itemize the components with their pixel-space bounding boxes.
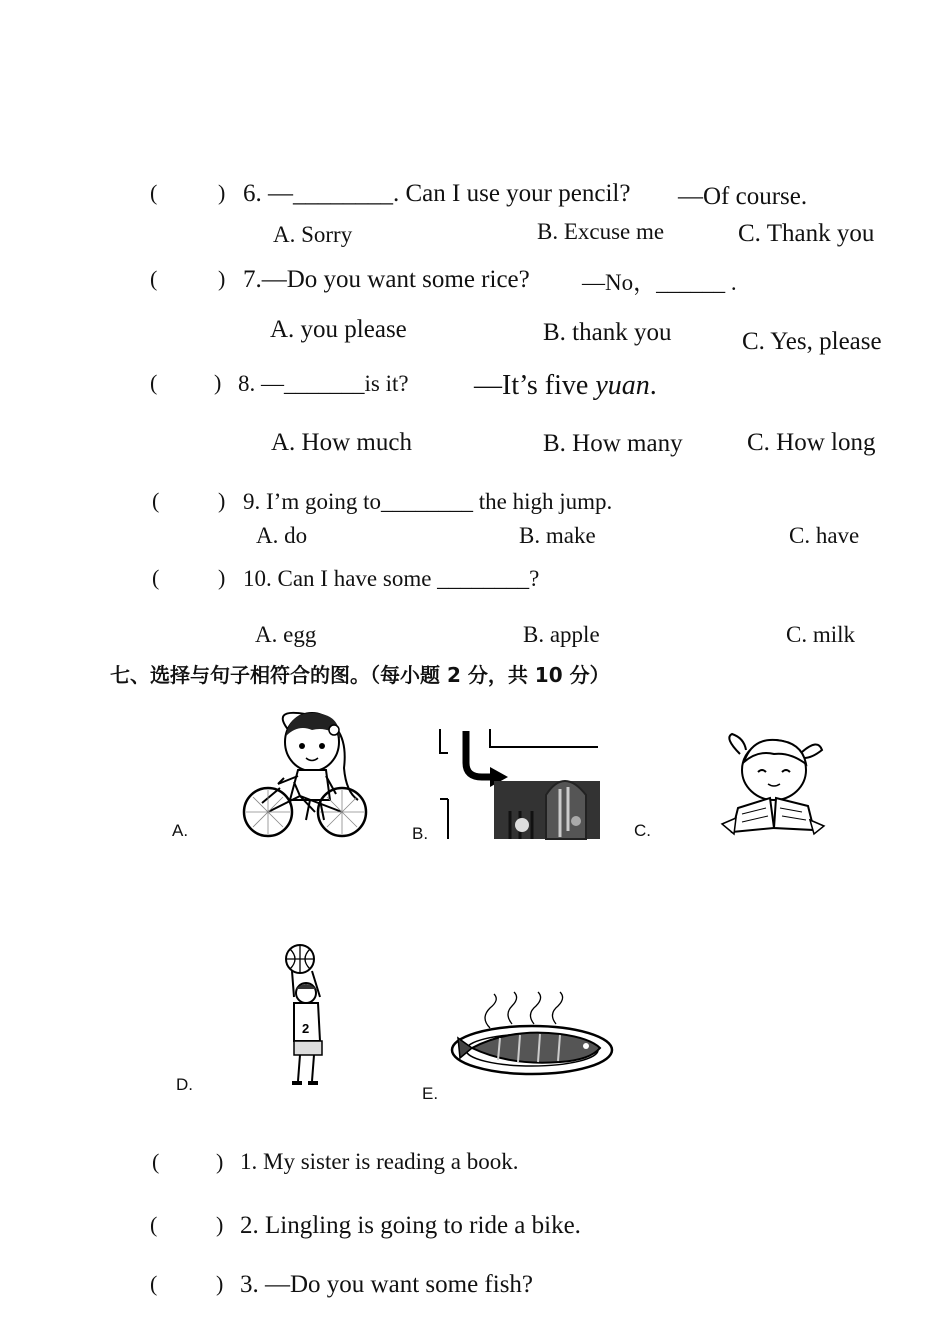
question-8-answer: —It’s five yuan.	[474, 370, 657, 401]
answer-bracket-close: )	[218, 565, 226, 590]
answer-bracket-close: )	[216, 1271, 224, 1296]
girl-riding-bike-picture	[240, 708, 370, 840]
question-7-option-a: A. you please	[270, 316, 407, 343]
question-7-option-c: C. Yes, please	[742, 328, 882, 355]
matching-item-3: 3. —Do you want some fish?	[240, 1271, 534, 1298]
svg-text:2: 2	[302, 1021, 310, 1036]
picture-label-e: E.	[422, 1084, 439, 1103]
question-6-option-b: B. Excuse me	[537, 219, 665, 244]
answer-bracket-close: )	[216, 1149, 224, 1174]
question-6-option-c: C. Thank you	[738, 220, 875, 247]
currency-word: yuan	[595, 370, 650, 401]
picture-label-a: A.	[172, 821, 189, 840]
question-9-option-a: A. do	[256, 523, 308, 548]
question-6-stem: 6. —________. Can I use your pencil?	[243, 180, 631, 207]
question-8-option-c: C. How long	[747, 429, 876, 456]
answer-bracket-open: (	[150, 1212, 158, 1237]
question-10-option-b: B. apple	[523, 622, 600, 647]
question-10-stem: 10. Can I have some ________?	[243, 566, 540, 591]
matching-item-2: 2. Lingling is going to ride a bike.	[240, 1212, 581, 1239]
answer-bracket-open: (	[150, 266, 158, 291]
question-8-stem: 8. —_______is it?	[238, 371, 409, 396]
answer-bracket-open: (	[152, 1149, 160, 1174]
question-9-option-b: B. make	[519, 523, 596, 548]
picture-label-c: C.	[634, 821, 651, 840]
question-10-option-c: C. milk	[786, 622, 856, 647]
question-7-option-b: B. thank you	[543, 319, 672, 346]
question-7-stem: 7.—Do you want some rice?	[243, 266, 530, 293]
answer-bracket-close: )	[218, 180, 226, 205]
answer-bracket-close: )	[218, 488, 226, 513]
question-7-answer: —No，______ .	[582, 270, 737, 295]
zoo-direction-picture	[436, 727, 602, 841]
matching-item-1: 1. My sister is reading a book.	[240, 1149, 519, 1174]
picture-label-b: B.	[412, 824, 429, 843]
answer-bracket-close: )	[216, 1212, 224, 1237]
answer-bracket-open: (	[150, 370, 158, 395]
answer-bracket-close: )	[218, 266, 226, 291]
boy-with-basketball-picture	[282, 943, 332, 1093]
question-10-option-a: A. egg	[255, 622, 317, 647]
answer-bracket-open: (	[150, 1271, 158, 1296]
answer-bracket-close: )	[214, 370, 222, 395]
question-6-option-a: A. Sorry	[273, 222, 353, 247]
picture-label-d: D.	[176, 1075, 193, 1094]
answer-bracket-open: (	[152, 565, 160, 590]
answer-bracket-open: (	[152, 488, 160, 513]
section-7-heading: 七、选择与句子相符合的图。（每小题 2 分，共 10 分）	[110, 663, 610, 687]
question-8-option-a: A. How much	[271, 429, 412, 456]
question-6-answer: —Of course.	[678, 183, 808, 210]
girl-reading-book-picture	[718, 728, 828, 838]
question-8-option-b: B. How many	[543, 430, 683, 457]
question-9-stem: 9. I’m going to________ the high jump.	[243, 489, 613, 514]
answer-bracket-open: (	[150, 180, 158, 205]
question-9-option-c: C. have	[789, 523, 860, 548]
fish-on-plate-picture	[450, 998, 616, 1078]
